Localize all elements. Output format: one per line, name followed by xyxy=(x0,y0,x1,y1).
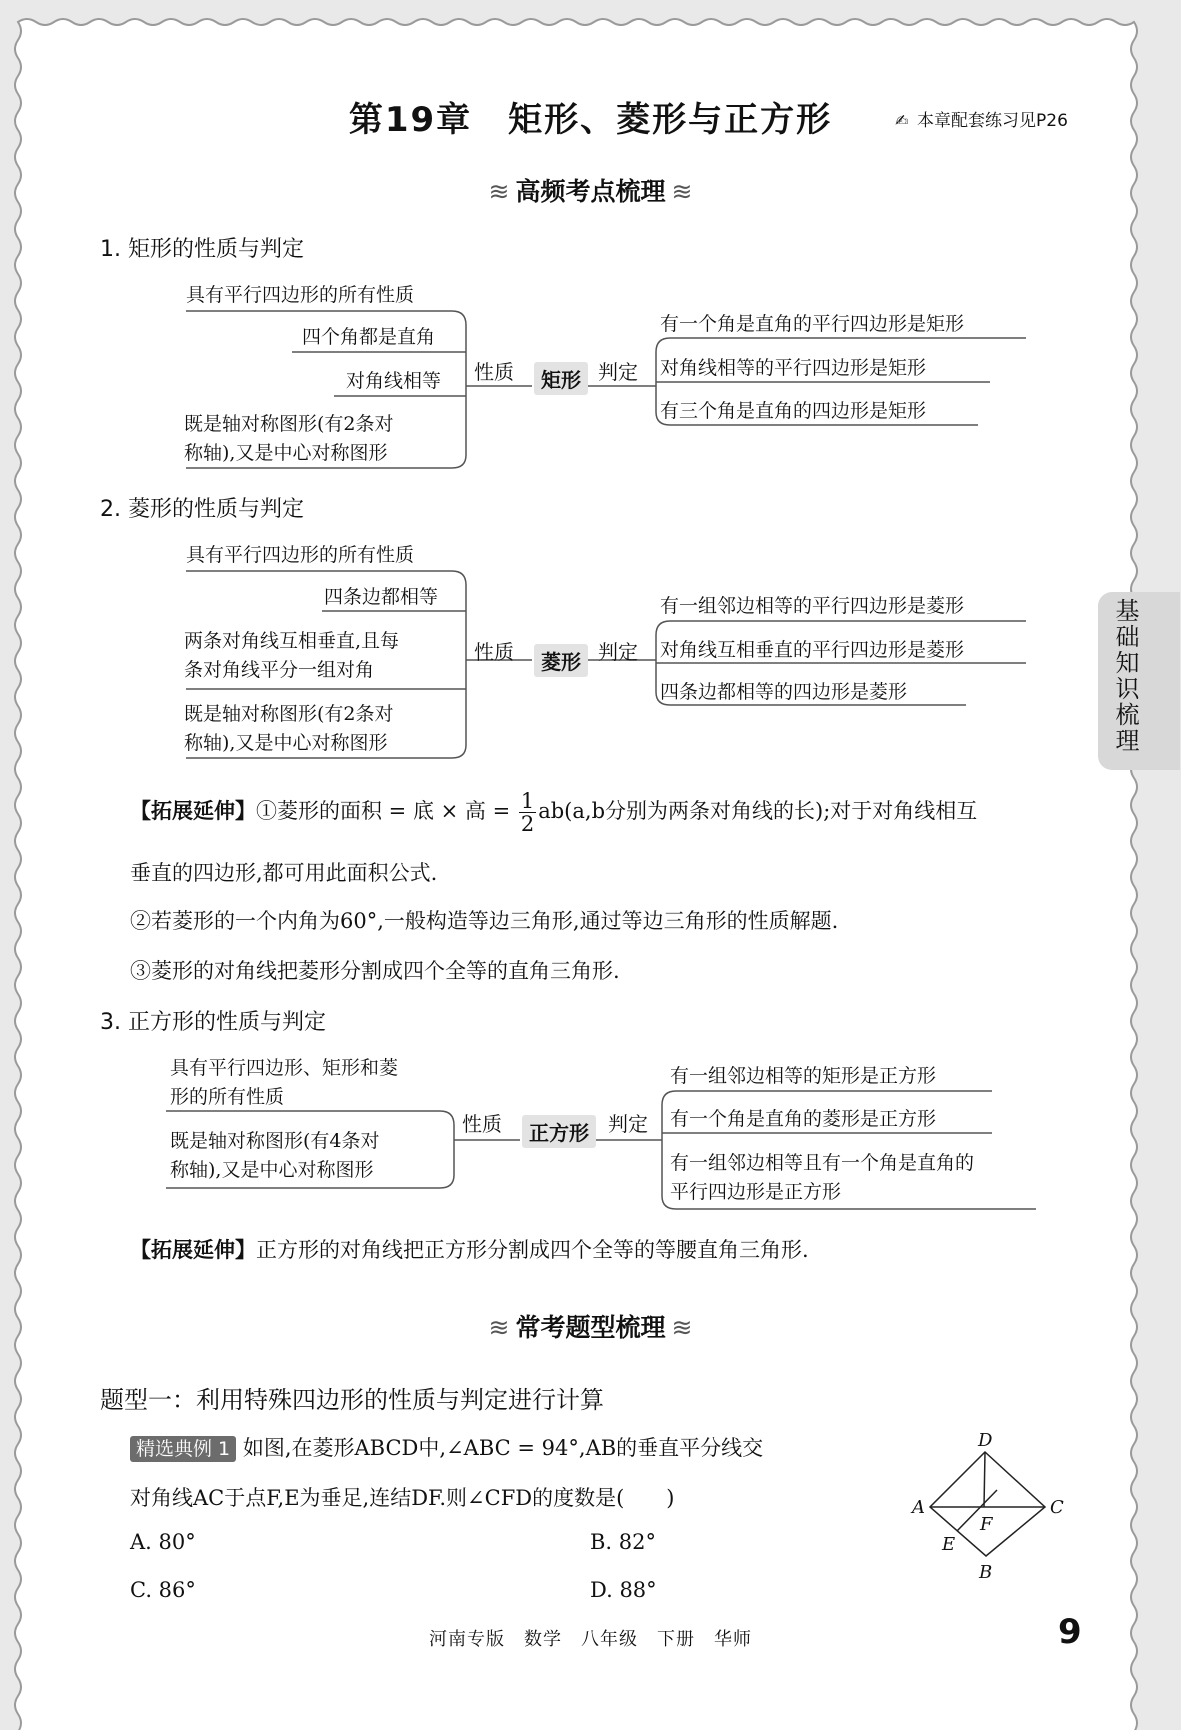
rhombus-ext-p2: ②若菱形的一个内角为60°,一般构造等边三角形,通过等边三角形的性质解题. xyxy=(130,909,839,933)
rhombus-property-3a: 两条对角线互相垂直,且每 xyxy=(184,630,400,652)
section-title: 常考题型梳理 xyxy=(515,1313,666,1342)
square-judge-label: 判定 xyxy=(608,1112,648,1136)
rect-property-2: 四个角都是直角 xyxy=(302,326,436,348)
rect-property-label: 性质 xyxy=(474,360,514,384)
option-d: D. 88° xyxy=(590,1578,657,1602)
figure-label-f: F xyxy=(980,1514,993,1535)
rect-judgement-1: 有一个角是直角的平行四边形是矩形 xyxy=(660,313,965,335)
square-property-1b: 形的所有性质 xyxy=(170,1086,285,1108)
wave-icon: ≋ xyxy=(671,1313,693,1342)
question-type-title: 题型一：利用特殊四边形的性质与判定进行计算 xyxy=(100,1386,604,1414)
square-ext-line xyxy=(130,1234,809,1264)
square-property-label: 性质 xyxy=(462,1112,502,1136)
wave-icon: ≋ xyxy=(488,1313,510,1342)
topic-square-title: 3. 正方形的性质与判定 xyxy=(100,1010,326,1035)
example-line-1 xyxy=(130,1432,763,1462)
figure-label-e: E xyxy=(942,1534,956,1555)
rect-property-1: 具有平行四边形的所有性质 xyxy=(186,284,415,306)
rhombus-property-1: 具有平行四边形的所有性质 xyxy=(186,544,415,566)
figure-label-d: D xyxy=(978,1430,993,1451)
extension-tag: 【拓展延伸】 xyxy=(130,1238,256,1262)
rect-center-label: 矩形 xyxy=(534,362,588,395)
footer-text: 河南专版 数学 八年级 下册 华师 xyxy=(429,1629,752,1650)
figure-label-c: C xyxy=(1050,1497,1064,1518)
rhombus-figure xyxy=(900,1430,1080,1590)
rhombus-ext-p3: ③菱形的对角线把菱形分割成四个全等的直角三角形. xyxy=(130,959,620,983)
rect-property-4a: 既是轴对称图形(有2条对 xyxy=(184,413,394,435)
rhombus-property-2: 四条边都相等 xyxy=(324,586,439,608)
rhombus-judgement-1: 有一组邻边相等的平行四边形是菱形 xyxy=(660,595,965,617)
pencil-hand-icon: ✍ xyxy=(895,111,909,130)
square-property-2a: 既是轴对称图形(有4条对 xyxy=(170,1130,380,1152)
page-number: 9 xyxy=(1058,1612,1082,1652)
rhombus-property-4a: 既是轴对称图形(有2条对 xyxy=(184,703,394,725)
fraction-numerator: 1 xyxy=(520,789,535,813)
section-title: 高频考点梳理 xyxy=(515,177,666,206)
rhombus-ext-p1a: ①菱形的面积 = 底 × 高 = xyxy=(256,799,517,823)
square-property-1a: 具有平行四边形、矩形和菱 xyxy=(170,1057,399,1079)
rhombus-property-4b: 称轴),又是中心对称图形 xyxy=(184,732,388,754)
rhombus-ext-line-1 xyxy=(130,790,977,835)
rhombus-ext-p1c: 垂直的四边形,都可用此面积公式. xyxy=(130,861,438,885)
example-tag: 精选典例 1 xyxy=(130,1436,236,1462)
rhombus-property-3b: 条对角线平分一组对角 xyxy=(184,659,375,681)
wave-icon: ≋ xyxy=(488,177,510,206)
square-judgement-1: 有一组邻边相等的矩形是正方形 xyxy=(670,1065,937,1087)
option-b: B. 82° xyxy=(590,1530,657,1554)
rhombus-ext-p1b: ab(a,b分别为两条对角线的长);对于对角线相互 xyxy=(538,799,978,823)
rhombus-property-label: 性质 xyxy=(474,640,514,664)
rhombus-center-label: 菱形 xyxy=(534,644,588,677)
rect-property-3: 对角线相等 xyxy=(346,370,442,392)
rect-property-4b: 称轴),又是中心对称图形 xyxy=(184,442,388,464)
square-judgement-3a: 有一组邻边相等且有一个角是直角的 xyxy=(670,1152,975,1174)
rhombus-judge-label: 判定 xyxy=(598,640,638,664)
option-a: A. 80° xyxy=(130,1530,196,1554)
square-center-label: 正方形 xyxy=(522,1115,596,1148)
figure-label-a: A xyxy=(912,1497,925,1518)
square-ext-text: 正方形的对角线把正方形分割成四个全等的等腰直角三角形. xyxy=(256,1238,809,1262)
rhombus-judgement-2: 对角线互相垂直的平行四边形是菱形 xyxy=(660,639,965,661)
rect-judge-label: 判定 xyxy=(598,360,638,384)
option-c: C. 86° xyxy=(130,1578,196,1602)
figure-label-b: B xyxy=(979,1562,993,1583)
rhombus-judgement-3: 四条边都相等的四边形是菱形 xyxy=(660,681,908,703)
square-property-2b: 称轴),又是中心对称图形 xyxy=(170,1159,374,1181)
example-text-2: 对角线AC于点F,E为垂足,连结DF.则∠CFD的度数是( ) xyxy=(130,1486,675,1510)
fraction-denominator: 2 xyxy=(520,812,535,836)
rect-judgement-2: 对角线相等的平行四边形是矩形 xyxy=(660,357,927,379)
rect-judgement-3: 有三个角是直角的四边形是矩形 xyxy=(660,400,927,422)
wave-icon: ≋ xyxy=(671,177,693,206)
square-judgement-3b: 平行四边形是正方形 xyxy=(670,1181,842,1203)
figure-line-df xyxy=(984,1452,985,1507)
practice-ref-text: 本章配套练习见P26 xyxy=(917,111,1068,131)
extension-tag: 【拓展延伸】 xyxy=(130,799,256,823)
fraction-half xyxy=(519,790,536,835)
topic-rhombus-title: 2. 菱形的性质与判定 xyxy=(100,497,304,522)
side-tab-label: 基础知识梳理 xyxy=(1111,598,1139,754)
square-judgement-2: 有一个角是直角的菱形是正方形 xyxy=(670,1108,937,1130)
topic-rectangle-title: 1. 矩形的性质与判定 xyxy=(100,237,304,262)
section-heading-common-types xyxy=(0,1308,1181,1344)
chapter-title: 第19章 矩形、菱形与正方形 xyxy=(348,100,833,140)
example-text-1: 如图,在菱形ABCD中,∠ABC = 94°,AB的垂直平分线交 xyxy=(242,1436,764,1460)
